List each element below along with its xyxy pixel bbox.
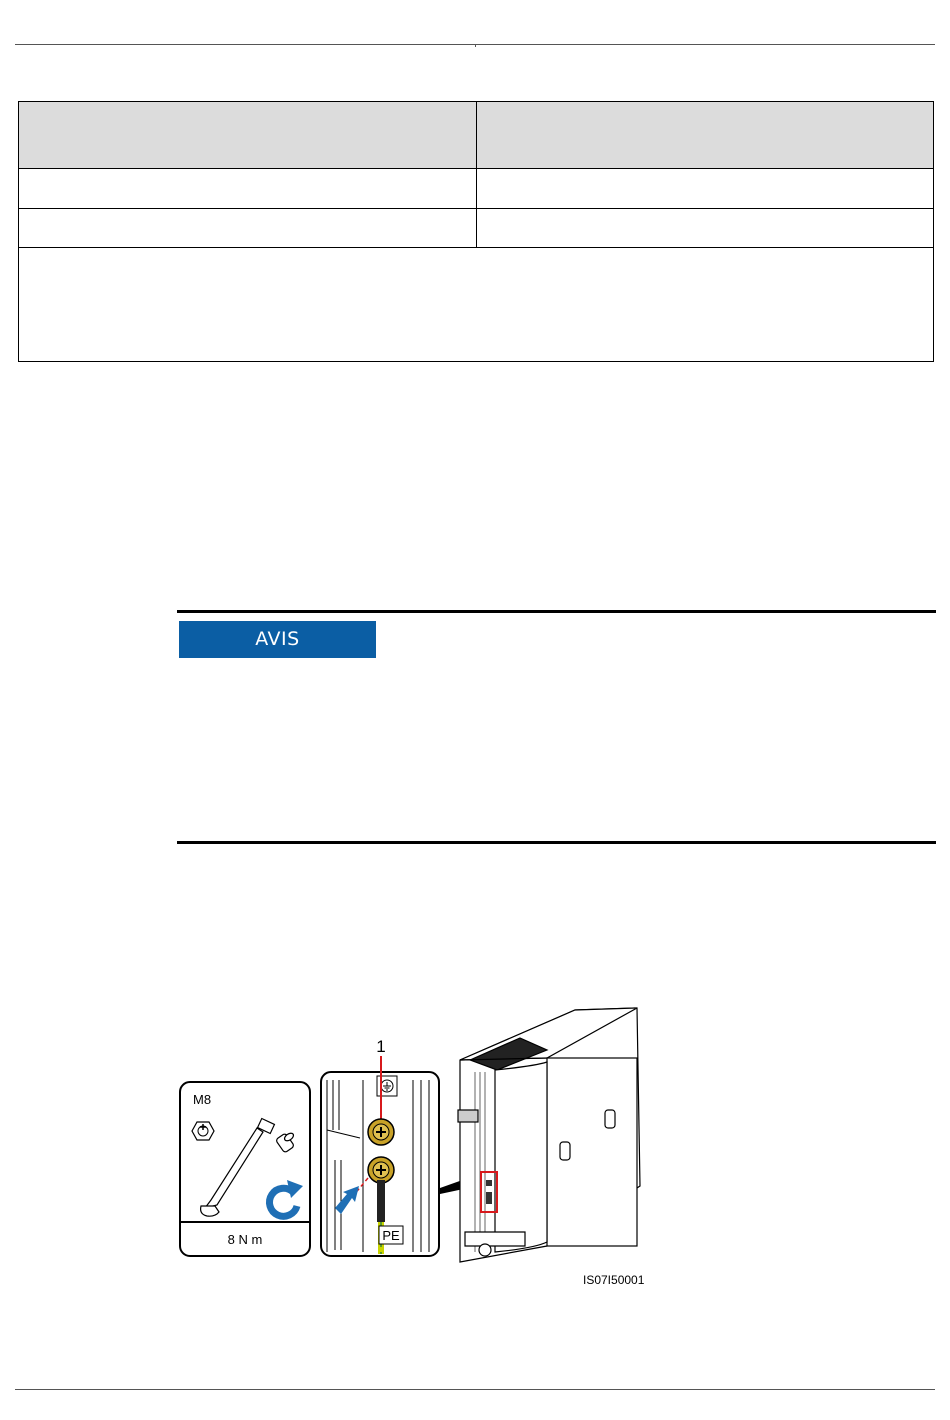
torque-value: 8 N m	[227, 1232, 263, 1247]
callout-number: 1	[376, 1037, 386, 1056]
figure-code: IS07I50001	[583, 1273, 645, 1287]
grounding-figure	[175, 1000, 655, 1300]
notice-bottom-rule	[177, 841, 936, 844]
notice-label: AVIS	[179, 621, 376, 658]
hex-bolt-icon	[192, 1122, 214, 1140]
screw-1	[368, 1119, 394, 1145]
screw-pe	[368, 1157, 394, 1183]
detail-panel	[321, 1037, 439, 1256]
header-tick	[475, 44, 476, 47]
pe-label: PE	[382, 1228, 400, 1243]
tool-panel	[180, 1082, 310, 1256]
table-header-cell-right	[477, 102, 933, 168]
screw-size-label: M8	[193, 1092, 212, 1107]
notice-top-rule	[177, 610, 936, 613]
table-header-cell-left	[19, 102, 476, 168]
footer-rule	[15, 1389, 935, 1390]
table-column-divider	[476, 102, 477, 247]
table-row-divider	[19, 247, 933, 248]
spec-table	[18, 101, 934, 362]
inverter-unit	[458, 1008, 640, 1262]
